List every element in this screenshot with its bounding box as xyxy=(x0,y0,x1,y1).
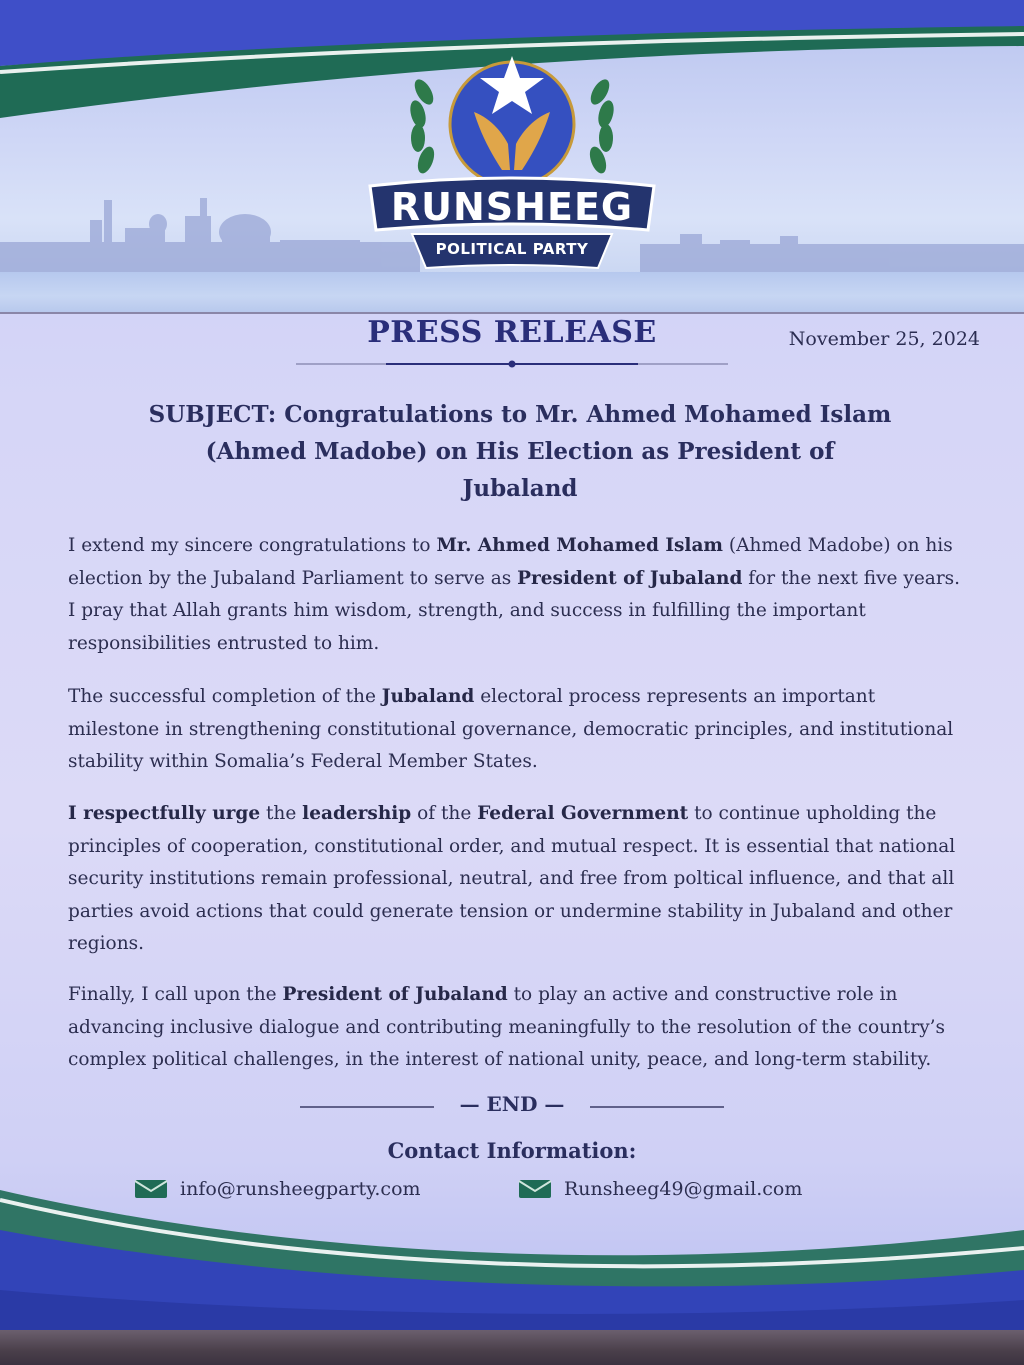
press-release-title: PRESS RELEASE xyxy=(367,315,657,350)
letterhead-header xyxy=(0,0,1024,312)
title-divider xyxy=(296,358,728,370)
email-address[interactable]: info@runsheegparty.com xyxy=(180,1178,421,1200)
party-subtitle: POLITICAL PARTY xyxy=(435,240,589,258)
header-divider xyxy=(0,312,1024,314)
text-run: Finally, I call upon the xyxy=(68,984,283,1005)
text-run: to play an active and constructive role in advancing inclusive dialogue and contributing meaningfully to the resolution of the country’s complex political challenges, in the interest of national unity, peace, and long-term stability. xyxy=(68,984,946,1070)
subject-line: Jubaland xyxy=(462,475,578,502)
contact-heading: Contact Information: xyxy=(387,1138,637,1163)
subject-line: (Ahmed Madobe) on His Election as President of xyxy=(205,438,835,465)
text-run: to continue upholding the principles of cooperation, constitutional order, and mutual respect. It is essential that national security institutions remain professional, neutral, and free from poltical influence, and that all parties avoid actions that could generate tension or undermine stability in Jubaland and other regions. xyxy=(68,803,956,954)
email-address[interactable]: Runsheeg49@gmail.com xyxy=(564,1178,803,1200)
footer-wave-decoration xyxy=(0,1170,1024,1330)
paragraph-electoral-process xyxy=(68,681,968,779)
end-marker: — END — xyxy=(459,1092,565,1116)
text-run: I extend my sincere congratulations to xyxy=(68,535,437,556)
bold-run: President of Jubaland xyxy=(517,567,743,589)
release-date: November 25, 2024 xyxy=(788,328,980,350)
text-run: electoral process represents an important milestone in strengthening constitutional governance, democratic principles, and institutional stability within Somalia’s Federal Member States. xyxy=(68,686,954,772)
subject-line: SUBJECT: Congratulations to Mr. Ahmed Mohamed Islam xyxy=(148,401,892,428)
paragraph-federal-government xyxy=(68,798,968,961)
text-run: the xyxy=(260,803,303,824)
text-run: for the next five years. I pray that Allah grants him wisdom, strength, and success in fulfilling the important responsibilities entrusted to him. xyxy=(68,567,961,654)
runsheeg-party-logo xyxy=(362,52,662,274)
text-run: The successful completion of the xyxy=(68,686,382,707)
bold-run: Jubaland xyxy=(381,686,475,707)
paragraph-call-upon-president xyxy=(68,979,968,1077)
bold-run: I respectfully urge xyxy=(68,803,261,824)
paragraph-congratulations xyxy=(68,530,968,660)
subject-heading xyxy=(130,396,910,507)
desk-surface xyxy=(0,1330,1024,1365)
text-run: (Ahmed Madobe) on his election by the Jubaland Parliament to serve as xyxy=(68,535,953,589)
water-band xyxy=(0,272,1024,312)
text-run: of the xyxy=(411,803,478,824)
bold-run: leadership xyxy=(302,803,412,824)
party-name: RUNSHEEG xyxy=(390,185,634,229)
bold-run: President of Jubaland xyxy=(282,984,508,1005)
bold-run: Mr. Ahmed Mohamed Islam xyxy=(436,535,724,556)
bold-run: Federal Government xyxy=(477,803,689,824)
